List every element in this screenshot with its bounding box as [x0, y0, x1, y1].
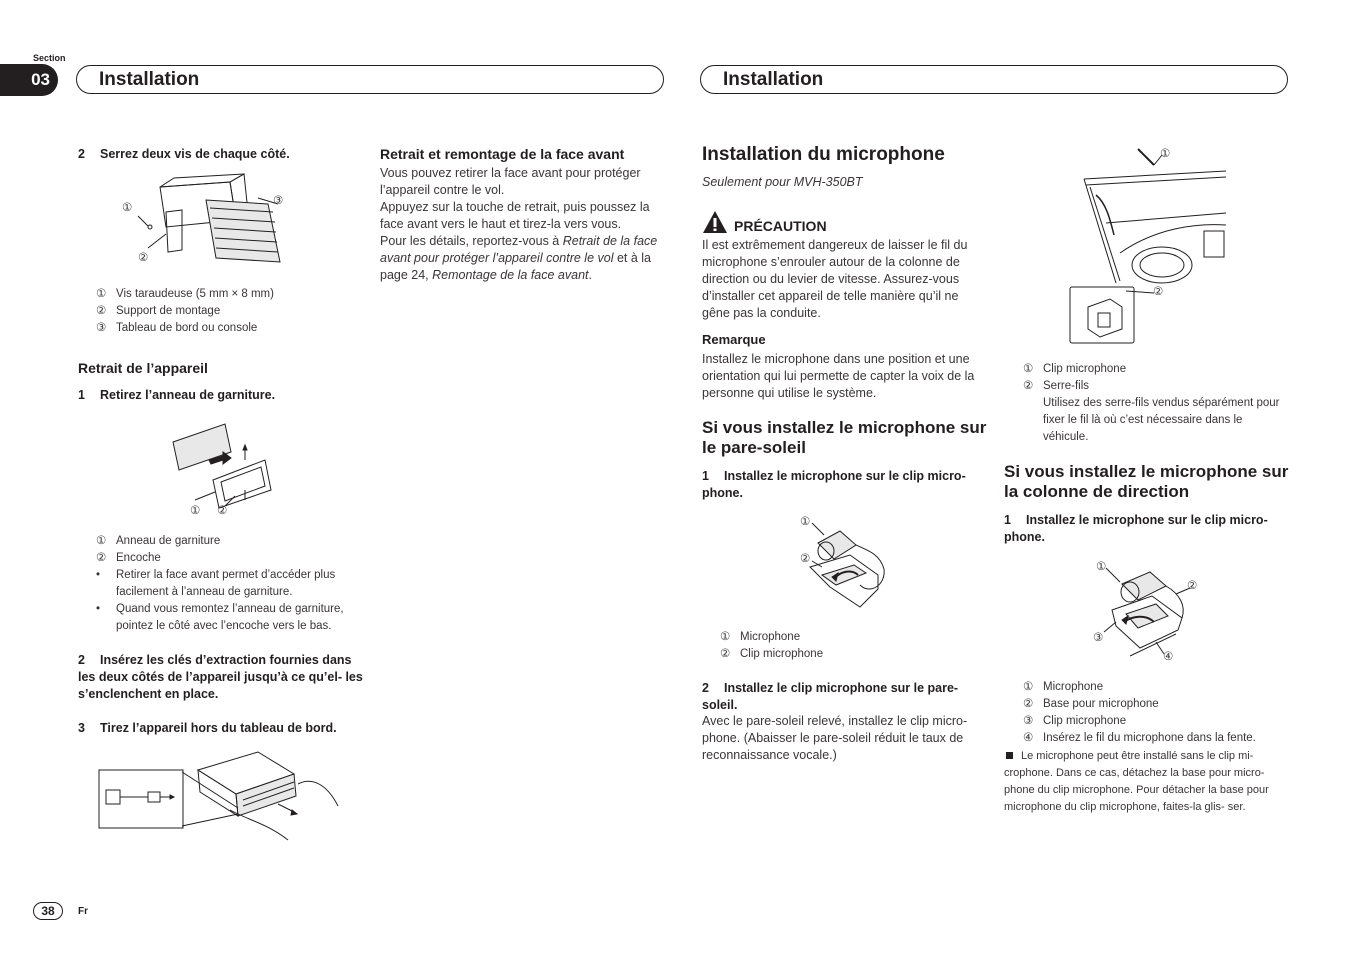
legend-text: Tableau de bord ou console: [116, 322, 258, 334]
legend-text: Microphone: [740, 631, 801, 643]
col1-step2: [78, 146, 363, 163]
legend-mark: ①: [96, 535, 107, 547]
legend-item: [96, 320, 366, 337]
step-number: 2: [78, 147, 85, 161]
header-left-title: Installation: [99, 68, 200, 90]
p3-crossref-2: Remontage de la face avant: [432, 268, 589, 282]
legend-mark: ②: [96, 305, 107, 317]
legend-text: Anneau de garniture: [116, 535, 221, 547]
step-text: Insérez les clés d’extraction fournies dans les deux côtés de l’appareil jusqu’à ce qu’el- les s’enclenchent en place.: [78, 653, 363, 701]
p3-text: et à la page 24,: [380, 251, 652, 282]
step-number: 3: [78, 721, 85, 735]
microphone-clip-figure: [800, 515, 895, 615]
mic2-legend: [1023, 679, 1293, 747]
fig1-callout-3: ③: [273, 195, 284, 207]
car-legend: [1023, 361, 1288, 446]
legend-item: [1023, 730, 1293, 747]
legend-text: Insérez le fil du microphone dans la fente.: [1043, 732, 1256, 744]
face-removal-title: Retrait et remontage de la face avant: [380, 146, 625, 162]
car-callout-1: ①: [1160, 148, 1171, 160]
fig1-legend: [96, 286, 366, 337]
legend-text: Base pour microphone: [1043, 698, 1159, 710]
note-text: Le microphone peut être installé sans le clip mi- crophone. Dans ce cas, détachez la base pour micro- phone du clip microphone. Pour détacher la base pour microphone du clip microphone, faites-la glis- ser.: [1004, 750, 1269, 813]
mic1-callout-1: ①: [800, 516, 811, 528]
car-callout-2: ②: [1153, 286, 1164, 298]
page-number: 38: [33, 902, 63, 920]
fig2-callout-2: ②: [217, 505, 228, 517]
warning-icon: [702, 210, 728, 234]
mic1-legend: [720, 629, 980, 663]
face-removal-p1: Vous pouvez retirer la face avant pour protéger l’appareil contre le vol.: [380, 166, 641, 197]
legend-mark: ③: [1023, 715, 1034, 727]
removal-step2: [78, 652, 366, 703]
p3-text: Pour les détails, reportez-vous à: [380, 234, 563, 248]
legend-text: Quand vous remontez l’anneau de garniture, pointez le côté avec l’encoche vers le bas.: [116, 603, 344, 632]
sun-visor-step2: [702, 680, 987, 714]
language-code: Fr: [78, 906, 88, 917]
header-right-title: Installation: [723, 68, 824, 90]
mic2-callout-2: ②: [1187, 580, 1198, 592]
microphone-base-figure: [1096, 560, 1201, 665]
caution-title: PRÉCAUTION: [734, 218, 827, 234]
legend-item: [720, 646, 980, 663]
note-text: Installez le microphone dans une position et une orientation qui lui permette de capter la voix de la personne qui utilise le système.: [702, 352, 975, 400]
mic-install-subtitle: Seulement pour MVH-350BT: [702, 175, 863, 189]
step-text: Installez le microphone sur le clip micro- phone.: [1004, 513, 1268, 544]
face-removal-p3: [380, 233, 665, 284]
legend-text: Support de montage: [116, 305, 221, 317]
step-number: 1: [702, 469, 709, 483]
legend-mark: ④: [1023, 732, 1034, 744]
legend-mark: ①: [96, 288, 107, 300]
legend-mark: ②: [1023, 380, 1034, 392]
mic1-callout-2: ②: [800, 553, 811, 565]
step-text: Tirez l’appareil hors du tableau de bord.: [100, 721, 337, 735]
p3-crossref-1: Retrait de la face avant pour protéger l’appareil contre le vol: [380, 234, 658, 265]
step-number: 2: [702, 681, 709, 695]
sun-visor-title: Si vous installez le microphone sur le pare-soleil: [702, 418, 987, 457]
fig2-callout-1: ①: [190, 505, 201, 517]
mic2-callout-3: ③: [1093, 632, 1104, 644]
caution-text: Il est extrêmement dangereux de laisser le fil du microphone s’enrouler autour de la colonne de direction ou du levier de vitesse. Assurez-vous d’installer cet appareil de telle manière qu’il ne gêne pas la conduite.: [702, 238, 968, 320]
legend-text: Clip microphone: [1043, 715, 1127, 727]
legend-text: Encoche: [116, 552, 161, 564]
legend-mark: ②: [1023, 698, 1034, 710]
step-text: Retirez l’anneau de garniture.: [100, 388, 276, 402]
legend-item: [1023, 713, 1293, 730]
legend-mark: ①: [1023, 363, 1034, 375]
note-bullet: [1004, 748, 1292, 816]
sun-visor-step1: [702, 468, 987, 502]
legend-item: [96, 303, 366, 320]
legend-mark: ②: [720, 648, 731, 660]
fig1-callout-1: ①: [122, 202, 133, 214]
legend-item: [96, 550, 364, 567]
header-right: [700, 65, 1288, 94]
mic-install-title: Installation du microphone: [702, 144, 945, 165]
trim-ring-figure: [165, 420, 280, 510]
section-number-tab: 03: [0, 64, 58, 96]
steering-step1: [1004, 512, 1289, 546]
car-interior-figure: [1066, 143, 1226, 348]
legend-text: Clip microphone: [1043, 363, 1127, 375]
mic2-callout-1: ①: [1096, 561, 1107, 573]
removal-step3: [78, 720, 366, 737]
legend-text: Microphone: [1043, 681, 1104, 693]
step-number: 1: [1004, 513, 1011, 527]
p3-text: .: [588, 268, 592, 282]
step-text: Serrez deux vis de chaque côté.: [100, 147, 290, 161]
fig2-legend: [96, 533, 364, 635]
legend-text: Retirer la face avant permet d’accéder plus facilement à l’anneau de garniture.: [116, 569, 336, 598]
legend-item: [96, 567, 364, 601]
step-text: Installez le clip microphone sur le pare- soleil.: [702, 681, 959, 712]
header-left: [76, 65, 664, 94]
steering-column-title: Si vous installez le microphone sur la colonne de direction: [1004, 462, 1289, 501]
legend-item: [96, 601, 364, 635]
removal-title: Retrait de l’appareil: [78, 360, 208, 376]
legend-text: Vis taraudeuse (5 mm × 8 mm): [116, 288, 274, 300]
step-text: Installez le microphone sur le clip micro- phone.: [702, 469, 966, 500]
step-number: 2: [78, 653, 85, 667]
legend-mark: •: [96, 603, 101, 615]
mic2-callout-4: ④: [1163, 651, 1174, 663]
legend-item: [96, 533, 364, 550]
step-number: 1: [78, 388, 85, 402]
legend-item: [1023, 696, 1293, 713]
legend-item: [96, 286, 366, 303]
section-label: Section: [33, 53, 66, 63]
legend-item: [720, 629, 980, 646]
legend-item: [1023, 378, 1288, 395]
legend-mark: •: [96, 569, 101, 581]
fig1-callout-2: ②: [138, 252, 149, 264]
removal-step1: [78, 387, 363, 404]
legend-mark: ③: [96, 322, 107, 334]
car-legend-note: Utilisez des serre-fils vendus séparément pour fixer le fil là où c’est nécessaire dans le véhicule.: [1043, 397, 1280, 443]
sun-visor-step2-text: Avec le pare-soleil relevé, installez le clip micro- phone. (Abaisser le pare-soleil réduit le taux de reconnaissance vocale.): [702, 714, 968, 762]
square-bullet-icon: [1006, 752, 1013, 759]
legend-item: [1023, 679, 1293, 696]
face-removal-p2: Appuyez sur la touche de retrait, puis poussez la face avant vers le haut et tirez-la vers vous.: [380, 200, 650, 231]
note-title: Remarque: [702, 332, 766, 347]
face-removal-body: [380, 165, 665, 284]
legend-mark: ①: [720, 631, 731, 643]
pull-unit-figure: [98, 748, 344, 844]
caution-heading: [702, 210, 827, 234]
legend-text: Clip microphone: [740, 648, 824, 660]
legend-item: [1023, 361, 1288, 378]
legend-mark: ①: [1023, 681, 1034, 693]
legend-text: Serre-fils: [1043, 380, 1090, 392]
legend-mark: ②: [96, 552, 107, 564]
